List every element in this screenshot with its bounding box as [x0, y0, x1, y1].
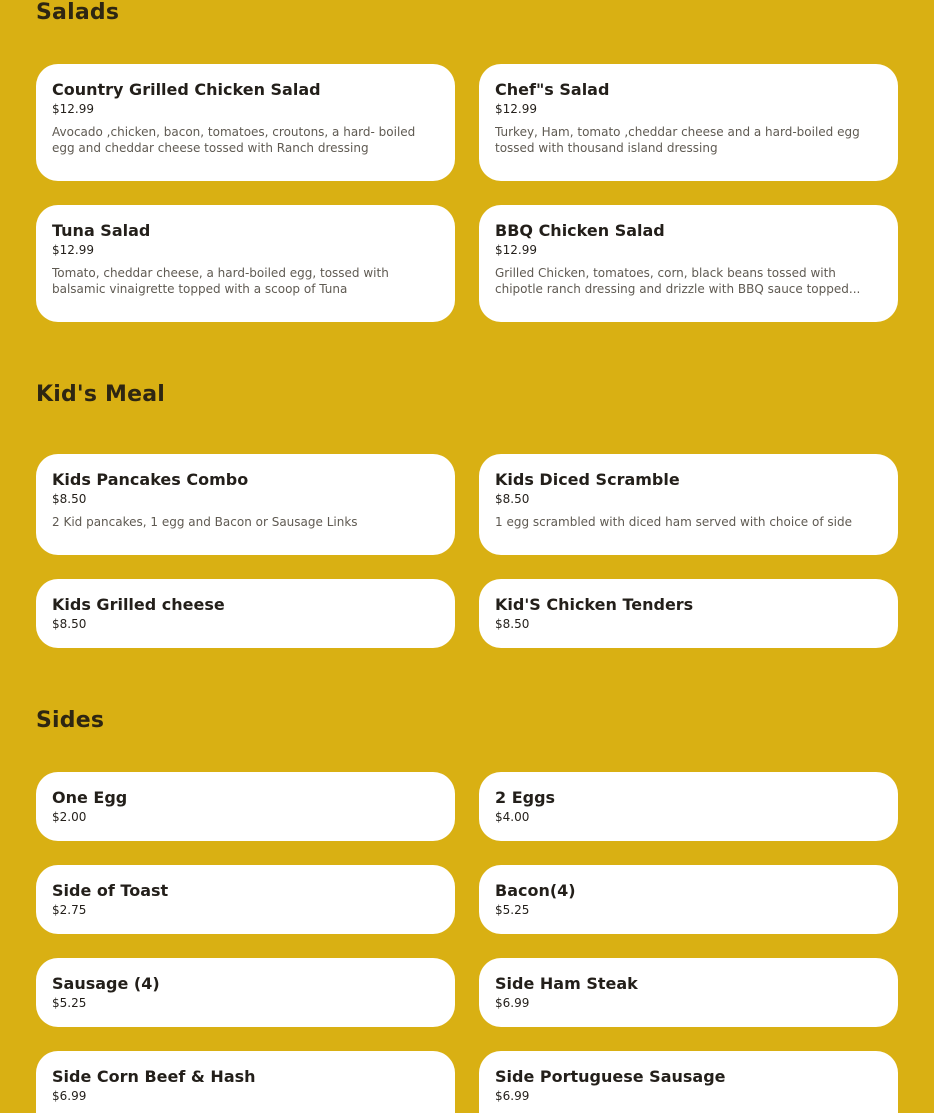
item-description: Tomato, cheddar cheese, a hard-boiled egg, tossed with balsamic vinaigrette topped with a scoop of Tuna	[52, 266, 389, 296]
item-name: Side Portuguese Sausage	[495, 1067, 726, 1086]
menu-item-card[interactable]	[479, 64, 898, 181]
item-price: $12.99	[52, 243, 94, 257]
menu-item-card[interactable]	[479, 454, 898, 555]
item-name: Kids Grilled cheese	[52, 595, 225, 614]
menu-item-card[interactable]	[36, 454, 455, 555]
menu-item-card[interactable]	[479, 205, 898, 322]
item-price: $2.75	[52, 903, 87, 917]
menu-item-card[interactable]	[479, 1051, 898, 1113]
item-name: Sausage (4)	[52, 974, 160, 993]
item-name: BBQ Chicken Salad	[495, 221, 665, 240]
item-price: $8.50	[52, 492, 87, 506]
item-price: $5.25	[52, 996, 87, 1010]
menu-item-card[interactable]	[36, 64, 455, 181]
menu-item-card[interactable]	[36, 865, 455, 934]
section-title-salads: Salads	[36, 0, 120, 25]
menu-item-card[interactable]	[36, 1051, 455, 1113]
item-name: Kids Diced Scramble	[495, 470, 680, 489]
item-description: Turkey, Ham, tomato ,cheddar cheese and a hard-boiled egg tossed with thousand island dressing	[495, 125, 860, 155]
item-price: $5.25	[495, 903, 530, 917]
item-description: Avocado ,chicken, bacon, tomatoes, croutons, a hard- boiled egg and cheddar cheese tossed with Ranch dressing	[52, 125, 416, 155]
item-name: 2 Eggs	[495, 788, 556, 807]
menu-item-card[interactable]	[479, 772, 898, 841]
item-name: Kid'S Chicken Tenders	[495, 595, 694, 614]
item-price: $12.99	[495, 102, 537, 116]
item-price: $6.99	[52, 1089, 87, 1103]
item-name: One Egg	[52, 788, 128, 807]
item-name: Country Grilled Chicken Salad	[52, 80, 321, 99]
item-price: $8.50	[495, 617, 530, 631]
menu-item-card[interactable]	[36, 772, 455, 841]
item-price: $4.00	[495, 810, 530, 824]
item-description: Grilled Chicken, tomatoes, corn, black beans tossed with chipotle ranch dressing and drizzle with BBQ sauce topped...	[495, 266, 861, 296]
menu-item-card[interactable]	[36, 958, 455, 1027]
item-price: $12.99	[52, 102, 94, 116]
item-price: $8.50	[52, 617, 87, 631]
item-name: Chef"s Salad	[495, 80, 610, 99]
item-price: $2.00	[52, 810, 87, 824]
item-name: Tuna Salad	[52, 221, 151, 240]
menu-item-card[interactable]	[36, 205, 455, 322]
menu-item-card[interactable]	[36, 579, 455, 648]
item-description: 1 egg scrambled with diced ham served with choice of side	[495, 515, 852, 529]
item-price: $12.99	[495, 243, 537, 257]
item-name: Side Ham Steak	[495, 974, 638, 993]
item-price: $8.50	[495, 492, 530, 506]
item-name: Side Corn Beef & Hash	[52, 1067, 256, 1086]
menu-item-card[interactable]	[479, 865, 898, 934]
item-price: $6.99	[495, 1089, 530, 1103]
section-title-sides: Sides	[36, 708, 105, 733]
item-name: Kids Pancakes Combo	[52, 470, 249, 489]
item-name: Side of Toast	[52, 881, 169, 900]
menu-item-card[interactable]	[479, 579, 898, 648]
section-title-kids-meal: Kid's Meal	[36, 382, 166, 407]
menu-item-card[interactable]	[479, 958, 898, 1027]
item-price: $6.99	[495, 996, 530, 1010]
item-name: Bacon(4)	[495, 881, 576, 900]
item-description: 2 Kid pancakes, 1 egg and Bacon or Sausage Links	[52, 515, 358, 529]
